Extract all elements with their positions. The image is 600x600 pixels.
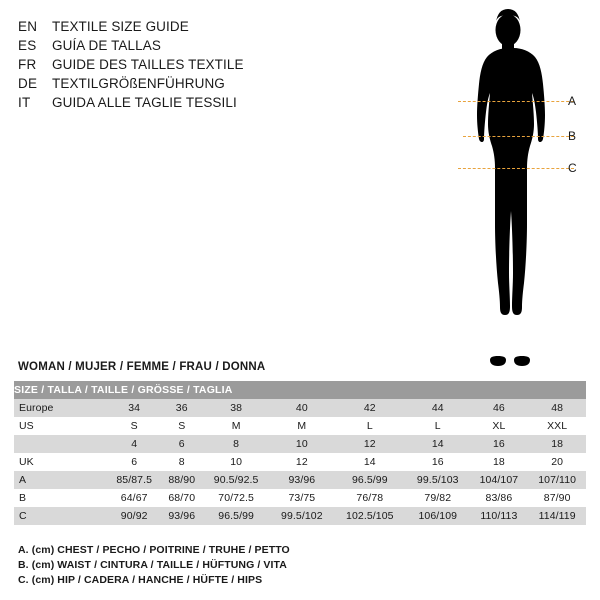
language-code: EN <box>18 19 38 34</box>
table-cell: 96.5/99 <box>202 507 270 525</box>
language-title: TEXTILGRÖßENFÜHRUNG <box>52 76 225 91</box>
table-row <box>14 489 586 507</box>
row-label: UK <box>14 453 107 471</box>
body-figure <box>430 8 590 368</box>
table-cell: 14 <box>334 453 406 471</box>
measure-line-b <box>463 136 574 137</box>
table-header-label: SIZE / TALLA / TAILLE / GRÖSSE / TAGLIA <box>14 381 586 399</box>
table-cell: 18 <box>469 453 528 471</box>
table-cell: 102.5/105 <box>334 507 406 525</box>
table-cell: 6 <box>107 453 161 471</box>
table-header-row <box>14 381 586 399</box>
table-cell: 48 <box>528 399 586 417</box>
female-silhouette-icon <box>430 8 590 368</box>
row-label: B <box>14 489 107 507</box>
table-cell: 10 <box>202 453 270 471</box>
table-cell: M <box>202 417 270 435</box>
language-title: GUIDE DES TAILLES TEXTILE <box>52 57 244 72</box>
row-label: US <box>14 417 107 435</box>
table-cell: 64/67 <box>107 489 161 507</box>
table-cell: 6 <box>161 435 202 453</box>
table-cell: 107/110 <box>528 471 586 489</box>
table-cell: 12 <box>270 453 333 471</box>
table-row <box>14 453 586 471</box>
footnote-c: C. (cm) HIP / CADERA / HANCHE / HÜFTE / HIPS <box>18 574 263 586</box>
size-table <box>14 381 586 525</box>
table-row <box>14 435 586 453</box>
table-cell: 14 <box>406 435 469 453</box>
table-cell: 42 <box>334 399 406 417</box>
table-cell: S <box>161 417 202 435</box>
measure-line-a <box>458 101 574 102</box>
table-cell: 93/96 <box>270 471 333 489</box>
table-cell: 85/87.5 <box>107 471 161 489</box>
footnote-a: A. (cm) CHEST / PECHO / POITRINE / TRUHE / PETTO <box>18 544 290 556</box>
row-label: C <box>14 507 107 525</box>
language-row <box>18 36 318 55</box>
table-cell: 16 <box>406 453 469 471</box>
table-cell: 110/113 <box>469 507 528 525</box>
table-cell: 16 <box>469 435 528 453</box>
language-title: GUÍA DE TALLAS <box>52 38 161 53</box>
table-cell: XXL <box>528 417 586 435</box>
table-cell: 70/72.5 <box>202 489 270 507</box>
table-row <box>14 399 586 417</box>
table-cell: 90/92 <box>107 507 161 525</box>
language-row <box>18 93 318 112</box>
language-code: DE <box>18 76 38 91</box>
table-cell: 20 <box>528 453 586 471</box>
measure-label-a: A <box>568 94 577 108</box>
table-cell: 83/86 <box>469 489 528 507</box>
table-cell: 46 <box>469 399 528 417</box>
table-cell: 8 <box>202 435 270 453</box>
table-cell: 10 <box>270 435 333 453</box>
table-cell: 38 <box>202 399 270 417</box>
table-cell: 40 <box>270 399 333 417</box>
table-cell: 104/107 <box>469 471 528 489</box>
table-cell: 90.5/92.5 <box>202 471 270 489</box>
language-row <box>18 55 318 74</box>
table-cell: 12 <box>334 435 406 453</box>
table-cell: 106/109 <box>406 507 469 525</box>
measure-line-c <box>458 168 574 169</box>
language-code: FR <box>18 57 37 72</box>
row-label <box>14 435 107 453</box>
table-cell: 99.5/102 <box>270 507 333 525</box>
table-cell: 8 <box>161 453 202 471</box>
row-label: Europe <box>14 399 107 417</box>
table-cell: 114/119 <box>528 507 586 525</box>
table-cell: 96.5/99 <box>334 471 406 489</box>
table-cell: L <box>406 417 469 435</box>
footnote-list <box>18 543 578 588</box>
table-cell: 99.5/103 <box>406 471 469 489</box>
table-cell: 79/82 <box>406 489 469 507</box>
language-list <box>18 17 318 112</box>
table-cell: 34 <box>107 399 161 417</box>
table-row <box>14 507 586 525</box>
table-cell: L <box>334 417 406 435</box>
language-code: IT <box>18 95 31 110</box>
table-cell: 73/75 <box>270 489 333 507</box>
table-cell: 93/96 <box>161 507 202 525</box>
row-label: A <box>14 471 107 489</box>
language-title: TEXTILE SIZE GUIDE <box>52 19 189 34</box>
language-row <box>18 74 318 93</box>
table-cell: 87/90 <box>528 489 586 507</box>
table-row <box>14 417 586 435</box>
table-cell: M <box>270 417 333 435</box>
table-cell: 76/78 <box>334 489 406 507</box>
table-cell: 44 <box>406 399 469 417</box>
footnote-b: B. (cm) WAIST / CINTURA / TAILLE / HÜFTUNG / VITA <box>18 559 287 571</box>
table-cell: 36 <box>161 399 202 417</box>
measure-label-b: B <box>568 129 577 143</box>
table-cell: 4 <box>107 435 161 453</box>
table-cell: 68/70 <box>161 489 202 507</box>
language-code: ES <box>18 38 37 53</box>
table-cell: 88/90 <box>161 471 202 489</box>
table-caption: WOMAN / MUJER / FEMME / FRAU / DONNA <box>18 361 266 373</box>
table-cell: XL <box>469 417 528 435</box>
table-cell: 18 <box>528 435 586 453</box>
language-title: GUIDA ALLE TAGLIE TESSILI <box>52 95 237 110</box>
table-row <box>14 471 586 489</box>
table-cell: S <box>107 417 161 435</box>
language-row <box>18 17 318 36</box>
measure-label-c: C <box>568 161 577 175</box>
